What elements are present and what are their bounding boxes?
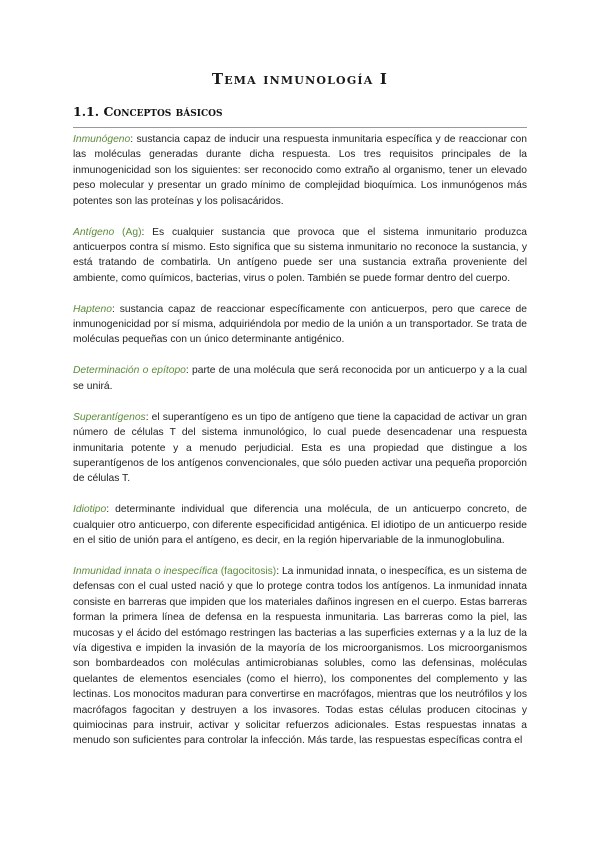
term-hapteno: Hapteno <box>73 303 112 315</box>
paragraph-idiotipo <box>73 502 527 548</box>
term-extra-antigeno: (Ag) <box>114 226 142 238</box>
document-body <box>73 132 527 764</box>
section-divider <box>73 127 527 128</box>
term-antigeno: Antígeno <box>73 226 115 238</box>
definition-idiotipo: : determinante individual que diferencia una molécula, de un anticuerpo concreto, de cualquier otro anticuerpo, con diferente especificidad antigénica. El idiotipo de un anticuerpo reside en el sitio de unión para el antígeno, es decir, en la región hipervariable de la inmunoglobulina. <box>73 504 527 547</box>
term-inmunidad-innata: Inmunidad innata o inespecífica <box>73 565 218 577</box>
definition-epitopo: : parte de una molécula que será reconocida por un anticuerpo y a la cual se unirá. <box>73 365 527 392</box>
term-idiotipo: Idiotipo <box>73 504 107 516</box>
term-inmunogeno: Inmunógeno <box>73 134 131 145</box>
term-superantigenos: Superantígenos <box>73 411 146 423</box>
definition-inmunogeno: : sustancia capaz de inducir una respuesta inmunitaria específica y de reaccionar con las moléculas generadas durante dicha respuesta. Los tres requisitos principales de la inmunogenicidad son los siguientes: ser reconocido como extraño al organismo, tener un elevado peso molecular y presentar un grado mínimo de complejidad bioquímica. Los inmunógenos más potentes son las proteínas y los polisacáridos. <box>73 134 527 207</box>
section-heading: 1.1. Conceptos básicos <box>73 104 223 119</box>
definition-hapteno: : sustancia capaz de reaccionar específicamente con anticuerpos, pero que carece de inmunogenicidad por sí misma, adquiriéndola por medio de la unión a un transportador. Se trata de moléculas pequeñas con un único determinante antigénico. <box>73 303 527 346</box>
definition-antigeno: : Es cualquier sustancia que provoca que el sistema inmunitario produzca anticuerpos contra sí mismo. Esto significa que su sistema inmunitario no reconoce la sustancia, y está tratando de combatirla. Un antígeno puede ser una sustancia extraña proveniente del ambiente, como químicos, bacterias, virus o polen. También se puede formar dentro del cuerpo. <box>73 226 527 284</box>
paragraph-hapteno <box>73 302 527 348</box>
paragraph-inmunogeno <box>73 132 527 209</box>
paragraph-inmunidad-innata <box>73 564 527 749</box>
definition-inmunidad-innata: : La inmunidad innata, o inespecífica, es un sistema de defensas con el cual usted nació y que lo protege contra todos los antígenos. La inmunidad innata consiste en barreras que impiden que los materiales dañinos ingresen en el cuerpo. Estas barreras forman la primera línea de defensa en la respuesta inmunitaria. Las barreras como la piel, las mucosas y el ácido del estómago restringen las bacterias a las superficies externas y a la luz de la vía digestiva e impiden la invasión de la mayoría de los microorganismos. Los microorganismos son bombardeados con moléculas antimicrobianas solubles, como las defensinas, moléculas quelantes de elementos esenciales (como el hierro), los componentes del complemento y las lectinas. Los monocitos maduran para convertirse en macrófagos, mientras que los neutrófilos y los macrófagos fagocitan y destruyen a los invasores. Todas estas células producen citocinas y quimiocinas para instruir, activar y solicitar refuerzos adicionales. Estas respuestas innatas a menudo son suficientes para controlar la infección. Más tarde, las respuestas específicas contra el <box>73 565 527 747</box>
paragraph-epitopo <box>73 363 527 394</box>
term-extra-inmunidad-innata: (fagocitosis) <box>217 565 277 577</box>
term-epitopo: Determinación o epítopo <box>73 365 186 377</box>
paragraph-superantigenos <box>73 410 527 487</box>
document-title: Tema inmunología I <box>211 70 389 88</box>
paragraph-antigeno <box>73 225 527 287</box>
definition-superantigenos: : el superantígeno es un tipo de antígeno que tiene la capacidad de activar un gran número de células T del sistema inmunológico, lo cual puede desencadenar una respuesta inmunitaria potente y a menudo perjudicial. Esta es una propiedad que distingue a los superantígenos de los antígenos convencionales, que sólo pueden activar una pequeña proporción de células T. <box>73 411 527 485</box>
